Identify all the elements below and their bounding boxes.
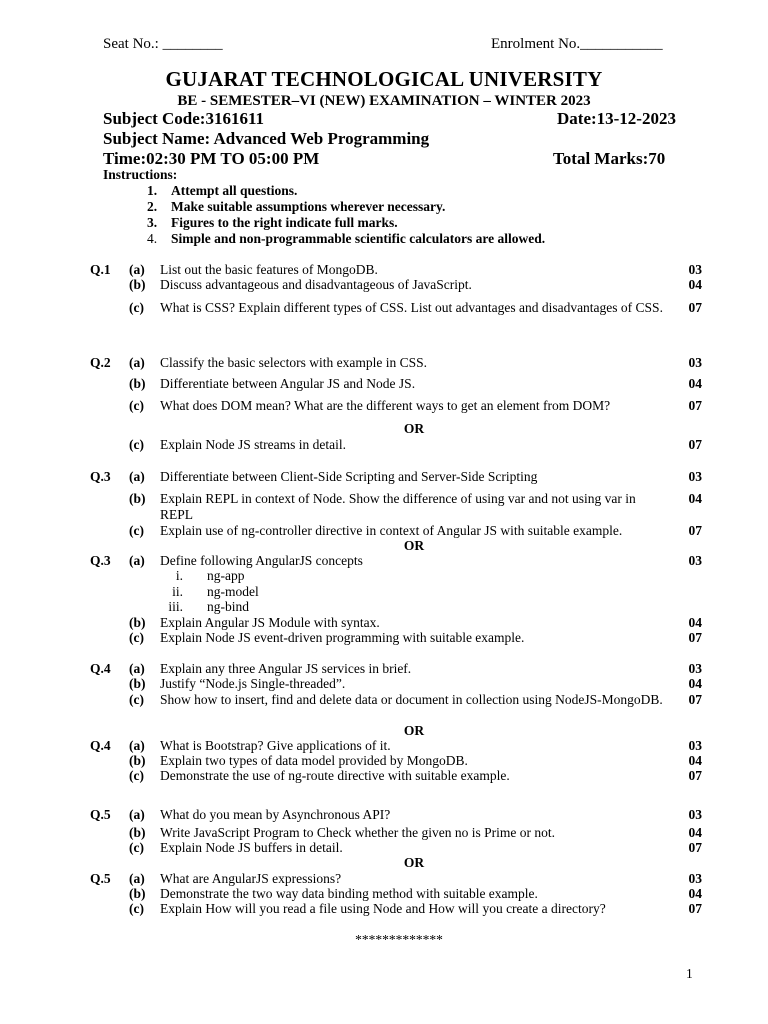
instruction-text: Attempt all questions.	[171, 183, 298, 198]
part-label: (a)	[129, 355, 145, 370]
marks: 03	[688, 807, 702, 822]
sub-item-text: ng-bind	[207, 599, 249, 614]
part-label: (c)	[129, 630, 144, 645]
instructions-heading: Instructions:	[103, 167, 178, 182]
question-text: Explain Node JS streams in detail.	[160, 437, 346, 452]
question-text: Differentiate between Angular JS and Node JS.	[160, 376, 416, 391]
part-label: (c)	[129, 768, 144, 783]
question-text: What does DOM mean? What are the different ways to get an element from DOM?	[160, 398, 611, 413]
marks: 07	[688, 398, 702, 413]
roman-numeral: ii.	[172, 584, 183, 599]
marks: 04	[688, 753, 702, 768]
part-label: (a)	[129, 661, 145, 676]
part-label: (b)	[129, 886, 146, 901]
question-text: Differentiate between Client-Side Scripting and Server-Side Scripting	[160, 469, 538, 484]
instruction-number: 1.	[147, 183, 158, 198]
instruction-text: Make suitable assumptions wherever necessary.	[171, 199, 446, 214]
question-text: What is CSS? Explain different types of CSS. List out advantages and disadvantages of CSS.	[160, 300, 663, 315]
question-text: Justify “Node.js Single-threaded”.	[160, 676, 346, 691]
part-label: (c)	[129, 398, 144, 413]
question-label: Q.5	[90, 807, 111, 822]
subject-name: Subject Name: Advanced Web Programming	[103, 129, 430, 148]
marks: 03	[688, 262, 702, 277]
marks: 07	[688, 692, 702, 707]
marks: 03	[688, 738, 702, 753]
marks: 04	[688, 277, 702, 292]
question-label: Q.1	[90, 262, 111, 277]
part-label: (b)	[129, 825, 146, 840]
exam-title: BE - SEMESTER–VI (NEW) EXAMINATION – WINTER 2023	[177, 93, 591, 109]
question-text: Show how to insert, find and delete data or document in collection using NodeJS-MongoDB.	[160, 692, 663, 707]
or-separator: OR	[403, 723, 425, 738]
marks: 07	[688, 523, 702, 538]
or-separator: OR	[403, 538, 425, 553]
question-text: Explain Node JS buffers in detail.	[160, 840, 343, 855]
instruction-text: Simple and non-programmable scientific calculators are allowed.	[171, 231, 546, 246]
question-label: Q.3	[90, 553, 111, 568]
question-text: Explain use of ng-controller directive in context of Angular JS with suitable example.	[160, 523, 623, 538]
marks: 07	[688, 300, 702, 315]
roman-numeral: i.	[175, 568, 183, 583]
marks: 04	[688, 676, 702, 691]
question-text: Explain How will you read a file using Node and How will you create a directory?	[160, 901, 606, 916]
question-text: Classify the basic selectors with example in CSS.	[160, 355, 427, 370]
marks: 07	[688, 630, 702, 645]
part-label: (b)	[129, 277, 146, 292]
marks: 03	[688, 469, 702, 484]
question-label: Q.4	[90, 661, 111, 676]
question-label: Q.4	[90, 738, 111, 753]
question-text: Define following AngularJS concepts	[160, 553, 363, 568]
question-text: Explain Angular JS Module with syntax.	[160, 615, 380, 630]
marks: 07	[688, 901, 702, 916]
total-marks: Total Marks:70	[553, 149, 666, 168]
question-label: Q.2	[90, 355, 111, 370]
part-label: (b)	[129, 491, 146, 506]
question-text: Explain two types of data model provided by MongoDB.	[160, 753, 468, 768]
roman-numeral: iii.	[168, 599, 183, 614]
seat-number-field: Seat No.: ________	[103, 36, 223, 52]
question-label: Q.3	[90, 469, 111, 484]
part-label: (b)	[129, 676, 146, 691]
part-label: (a)	[129, 738, 145, 753]
question-text: List out the basic features of MongoDB.	[160, 262, 378, 277]
part-label: (b)	[129, 376, 146, 391]
marks: 03	[688, 553, 702, 568]
question-text: What is Bootstrap? Give applications of it.	[160, 738, 391, 753]
question-text: What are AngularJS expressions?	[160, 871, 342, 886]
marks: 04	[688, 825, 702, 840]
marks: 03	[688, 661, 702, 676]
marks: 04	[688, 491, 702, 506]
question-text: Explain REPL in context of Node. Show the difference of using var and not using var in REPL	[160, 491, 636, 522]
instruction-number: 3.	[147, 215, 158, 230]
part-label: (c)	[129, 523, 144, 538]
part-label: (c)	[129, 692, 144, 707]
or-separator: OR	[403, 855, 425, 870]
page-number: 1	[686, 966, 693, 981]
part-label: (c)	[129, 840, 144, 855]
marks: 04	[688, 615, 702, 630]
part-label: (c)	[129, 437, 144, 452]
question-text: What do you mean by Asynchronous API?	[160, 807, 391, 822]
exam-time: Time:02:30 PM TO 05:00 PM	[103, 149, 320, 168]
sub-item-text: ng-model	[207, 584, 259, 599]
part-label: (a)	[129, 262, 145, 277]
marks: 07	[688, 768, 702, 783]
question-text: Explain any three Angular JS services in brief.	[160, 661, 412, 676]
question-text: Discuss advantageous and disadvantageous of JavaScript.	[160, 277, 472, 292]
marks: 03	[688, 871, 702, 886]
question-text: Demonstrate the two way data binding method with suitable example.	[160, 886, 538, 901]
instruction-number: 4.	[147, 231, 158, 246]
part-label: (b)	[129, 615, 146, 630]
question-text: Explain Node JS event-driven programming with suitable example.	[160, 630, 525, 645]
marks: 07	[688, 840, 702, 855]
marks: 04	[688, 886, 702, 901]
sub-item-text: ng-app	[207, 568, 245, 583]
question-text: Write JavaScript Program to Check whether the given no is Prime or not.	[160, 825, 555, 840]
enrolment-number-field: Enrolment No.___________	[491, 36, 663, 52]
question-label: Q.5	[90, 871, 111, 886]
part-label: (a)	[129, 807, 145, 822]
marks: 04	[688, 376, 702, 391]
university-title: GUJARAT TECHNOLOGICAL UNIVERSITY	[165, 67, 603, 91]
part-label: (a)	[129, 871, 145, 886]
question-text: Demonstrate the use of ng-route directive with suitable example.	[160, 768, 510, 783]
instruction-number: 2.	[147, 199, 158, 214]
part-label: (c)	[129, 901, 144, 916]
part-label: (c)	[129, 300, 144, 315]
marks: 03	[688, 355, 702, 370]
end-of-paper-stars: *************	[355, 932, 443, 947]
part-label: (a)	[129, 469, 145, 484]
instruction-text: Figures to the right indicate full marks.	[171, 215, 398, 230]
subject-code: Subject Code:3161611	[103, 109, 265, 128]
or-separator: OR	[403, 421, 425, 436]
part-label: (b)	[129, 753, 146, 768]
part-label: (a)	[129, 553, 145, 568]
marks: 07	[688, 437, 702, 452]
exam-date: Date:13-12-2023	[557, 109, 676, 128]
